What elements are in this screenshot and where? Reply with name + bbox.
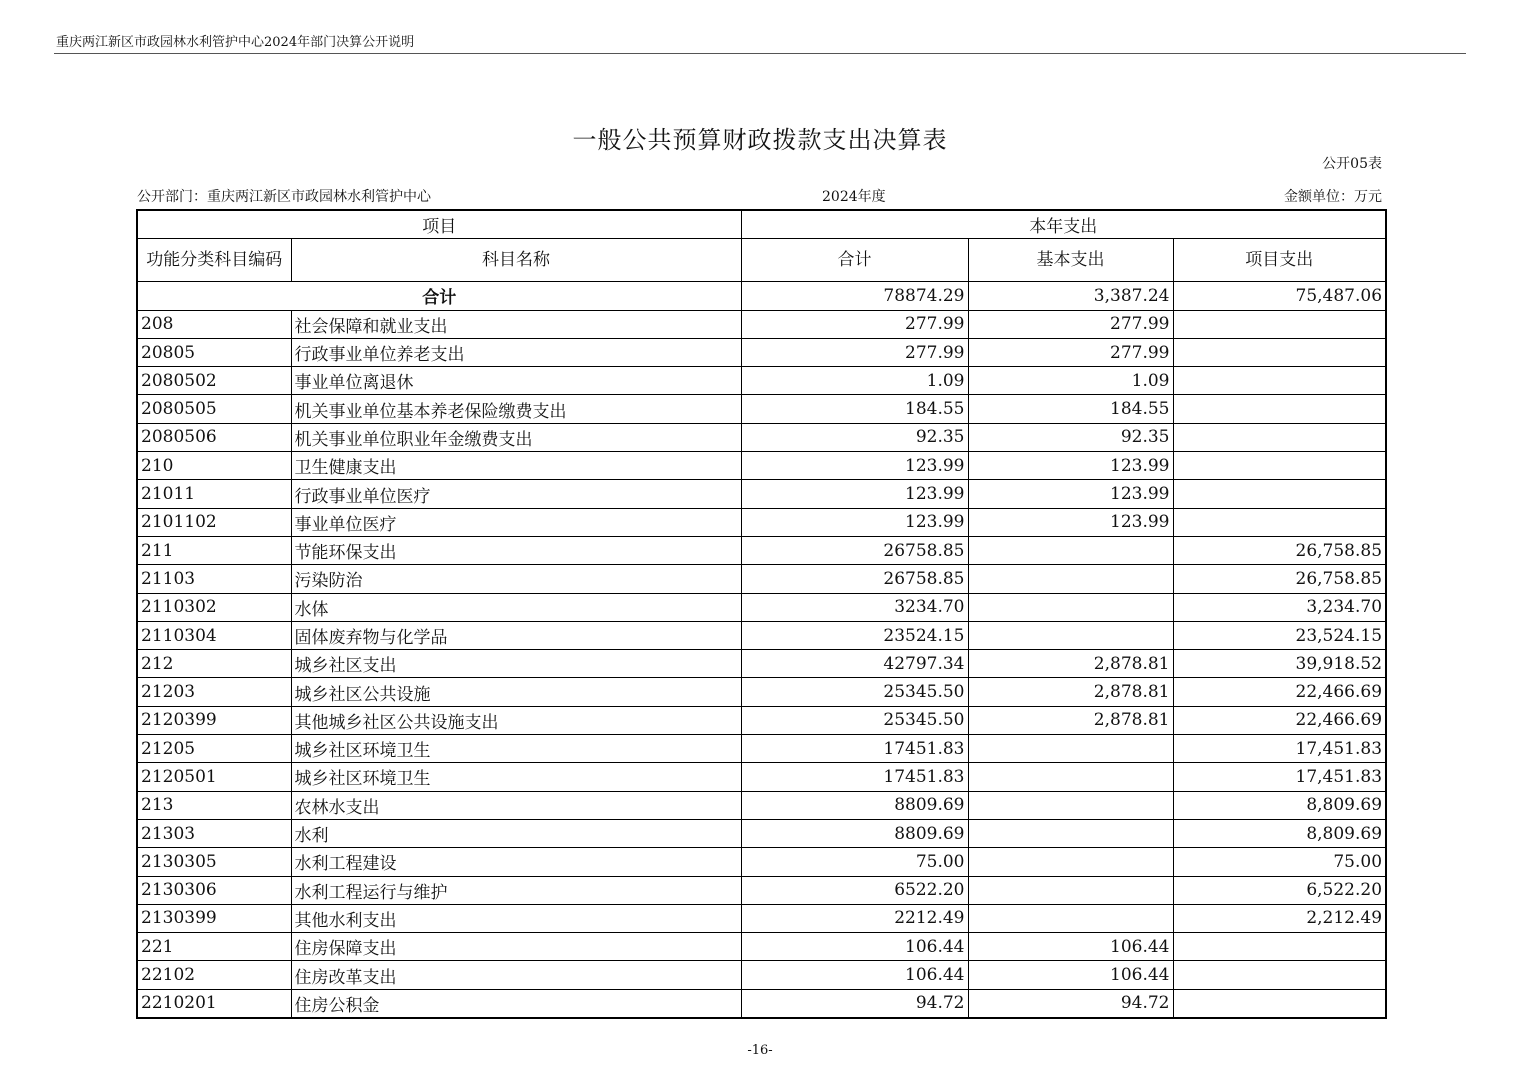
- row-code: 221: [137, 933, 291, 961]
- row-name: 社会保障和就业支出: [291, 310, 741, 338]
- expenditure-table: [136, 209, 1387, 1019]
- row-code: 2101102: [137, 508, 291, 536]
- row-total: 277.99: [741, 310, 968, 338]
- row-basic: [968, 904, 1173, 932]
- row-total: 26758.85: [741, 536, 968, 564]
- row-name: 住房公积金: [291, 989, 741, 1018]
- row-code: 211: [137, 536, 291, 564]
- row-project: [1173, 452, 1386, 480]
- row-name: 水体: [291, 593, 741, 621]
- row-name: 城乡社区支出: [291, 650, 741, 678]
- table-row: [137, 933, 1386, 961]
- row-name: 其他水利支出: [291, 904, 741, 932]
- row-total: 6522.20: [741, 876, 968, 904]
- row-name: 水利工程建设: [291, 848, 741, 876]
- row-total: 25345.50: [741, 678, 968, 706]
- row-basic: 184.55: [968, 395, 1173, 423]
- row-code: 208: [137, 310, 291, 338]
- row-basic: 277.99: [968, 338, 1173, 366]
- row-code: 2130305: [137, 848, 291, 876]
- row-project: 17,451.83: [1173, 763, 1386, 791]
- row-basic: [968, 876, 1173, 904]
- total-project: 75,487.06: [1173, 282, 1386, 310]
- row-total: 3234.70: [741, 593, 968, 621]
- table-row: [137, 763, 1386, 791]
- row-code: 21203: [137, 678, 291, 706]
- row-total: 123.99: [741, 480, 968, 508]
- table-row: [137, 706, 1386, 734]
- row-project: 22,466.69: [1173, 678, 1386, 706]
- row-total: 184.55: [741, 395, 968, 423]
- row-project: 3,234.70: [1173, 593, 1386, 621]
- row-project: 39,918.52: [1173, 650, 1386, 678]
- row-name: 城乡社区公共设施: [291, 678, 741, 706]
- row-basic: [968, 763, 1173, 791]
- row-project: [1173, 338, 1386, 366]
- row-name: 污染防治: [291, 565, 741, 593]
- row-basic: 2,878.81: [968, 706, 1173, 734]
- row-code: 2110304: [137, 621, 291, 649]
- table-row: [137, 791, 1386, 819]
- row-project: 22,466.69: [1173, 706, 1386, 734]
- row-basic: 1.09: [968, 367, 1173, 395]
- table-row: [137, 423, 1386, 451]
- row-total: 23524.15: [741, 621, 968, 649]
- row-basic: 2,878.81: [968, 678, 1173, 706]
- row-total: 94.72: [741, 989, 968, 1018]
- row-project: [1173, 508, 1386, 536]
- row-total: 1.09: [741, 367, 968, 395]
- row-basic: [968, 848, 1173, 876]
- total-basic: 3,387.24: [968, 282, 1173, 310]
- table-row: [137, 310, 1386, 338]
- column-header-project: 项目支出: [1173, 239, 1386, 282]
- row-code: 210: [137, 452, 291, 480]
- row-basic: [968, 791, 1173, 819]
- column-header-basic: 基本支出: [968, 239, 1173, 282]
- row-total: 123.99: [741, 452, 968, 480]
- group-header-item: 项目: [137, 210, 741, 239]
- row-code: 2080506: [137, 423, 291, 451]
- row-code: 2120399: [137, 706, 291, 734]
- row-total: 277.99: [741, 338, 968, 366]
- row-name: 行政事业单位养老支出: [291, 338, 741, 366]
- table-row: [137, 989, 1386, 1018]
- table-row: [137, 621, 1386, 649]
- table-row: [137, 593, 1386, 621]
- row-name: 事业单位离退休: [291, 367, 741, 395]
- row-code: 2120501: [137, 763, 291, 791]
- table-row: [137, 508, 1386, 536]
- row-project: 2,212.49: [1173, 904, 1386, 932]
- row-total: 123.99: [741, 508, 968, 536]
- column-header-name: 科目名称: [291, 239, 741, 282]
- row-code: 2130399: [137, 904, 291, 932]
- row-total: 106.44: [741, 961, 968, 989]
- table-row: [137, 536, 1386, 564]
- row-total: 26758.85: [741, 565, 968, 593]
- table-row: [137, 904, 1386, 932]
- table-row: [137, 848, 1386, 876]
- page-number: -16-: [747, 1043, 773, 1058]
- row-project: [1173, 310, 1386, 338]
- row-project: 26,758.85: [1173, 536, 1386, 564]
- row-total: 42797.34: [741, 650, 968, 678]
- row-name: 固体废弃物与化学品: [291, 621, 741, 649]
- column-header-code: 功能分类科目编码: [137, 239, 291, 282]
- row-code: 213: [137, 791, 291, 819]
- table-row: [137, 367, 1386, 395]
- row-project: [1173, 989, 1386, 1018]
- row-project: 26,758.85: [1173, 565, 1386, 593]
- row-code: 20805: [137, 338, 291, 366]
- row-code: 2080502: [137, 367, 291, 395]
- row-code: 21103: [137, 565, 291, 593]
- row-project: 23,524.15: [1173, 621, 1386, 649]
- row-project: 8,809.69: [1173, 819, 1386, 847]
- row-total: 106.44: [741, 933, 968, 961]
- row-project: 8,809.69: [1173, 791, 1386, 819]
- row-basic: 106.44: [968, 933, 1173, 961]
- row-project: [1173, 933, 1386, 961]
- row-project: 75.00: [1173, 848, 1386, 876]
- table-row: [137, 876, 1386, 904]
- row-basic: [968, 593, 1173, 621]
- row-basic: 277.99: [968, 310, 1173, 338]
- row-code: 21303: [137, 819, 291, 847]
- row-basic: 2,878.81: [968, 650, 1173, 678]
- group-header-expense: 本年支出: [741, 210, 1386, 239]
- row-basic: [968, 536, 1173, 564]
- row-project: [1173, 395, 1386, 423]
- column-header-total: 合计: [741, 239, 968, 282]
- row-basic: 106.44: [968, 961, 1173, 989]
- row-project: [1173, 423, 1386, 451]
- table-row: [137, 678, 1386, 706]
- row-basic: [968, 565, 1173, 593]
- document-header: 重庆两江新区市政园林水利管护中心2024年部门决算公开说明: [56, 35, 415, 50]
- row-code: 2210201: [137, 989, 291, 1018]
- total-label: 合计: [137, 282, 741, 310]
- row-name: 住房保障支出: [291, 933, 741, 961]
- row-total: 17451.83: [741, 735, 968, 763]
- row-name: 城乡社区环境卫生: [291, 763, 741, 791]
- table-row: [137, 338, 1386, 366]
- row-name: 节能环保支出: [291, 536, 741, 564]
- row-code: 21011: [137, 480, 291, 508]
- row-name: 农林水支出: [291, 791, 741, 819]
- row-name: 行政事业单位医疗: [291, 480, 741, 508]
- row-name: 机关事业单位职业年金缴费支出: [291, 423, 741, 451]
- row-basic: 123.99: [968, 452, 1173, 480]
- row-name: 水利工程运行与维护: [291, 876, 741, 904]
- row-name: 事业单位医疗: [291, 508, 741, 536]
- form-number: 公开05表: [1322, 156, 1382, 172]
- total-amount: 78874.29: [741, 282, 968, 310]
- row-total: 17451.83: [741, 763, 968, 791]
- row-total: 92.35: [741, 423, 968, 451]
- row-name: 其他城乡社区公共设施支出: [291, 706, 741, 734]
- table-row: [137, 819, 1386, 847]
- row-code: 212: [137, 650, 291, 678]
- row-name: 机关事业单位基本养老保险缴费支出: [291, 395, 741, 423]
- row-name: 住房改革支出: [291, 961, 741, 989]
- row-basic: 123.99: [968, 508, 1173, 536]
- table-row: [137, 735, 1386, 763]
- table-row: [137, 452, 1386, 480]
- row-basic: 123.99: [968, 480, 1173, 508]
- table-row: [137, 961, 1386, 989]
- table-row: [137, 395, 1386, 423]
- fiscal-year: 2024年度: [822, 189, 886, 205]
- row-basic: 92.35: [968, 423, 1173, 451]
- department-label: 公开部门：重庆两江新区市政园林水利管护中心: [137, 189, 431, 205]
- row-code: 21205: [137, 735, 291, 763]
- row-project: 17,451.83: [1173, 735, 1386, 763]
- row-total: 8809.69: [741, 819, 968, 847]
- row-code: 2080505: [137, 395, 291, 423]
- amount-unit: 金额单位：万元: [1284, 189, 1382, 205]
- row-code: 22102: [137, 961, 291, 989]
- table-row: [137, 480, 1386, 508]
- table-row: [137, 565, 1386, 593]
- row-basic: 94.72: [968, 989, 1173, 1018]
- row-project: [1173, 367, 1386, 395]
- row-project: [1173, 480, 1386, 508]
- total-row: [137, 282, 1386, 310]
- row-code: 2130306: [137, 876, 291, 904]
- row-total: 75.00: [741, 848, 968, 876]
- row-name: 卫生健康支出: [291, 452, 741, 480]
- page-title: 一般公共预算财政拨款支出决算表: [572, 126, 948, 154]
- row-name: 水利: [291, 819, 741, 847]
- table-row: [137, 650, 1386, 678]
- row-total: 25345.50: [741, 706, 968, 734]
- row-basic: [968, 621, 1173, 649]
- row-basic: [968, 819, 1173, 847]
- row-total: 8809.69: [741, 791, 968, 819]
- row-project: [1173, 961, 1386, 989]
- header-divider: [54, 53, 1466, 54]
- row-name: 城乡社区环境卫生: [291, 735, 741, 763]
- row-code: 2110302: [137, 593, 291, 621]
- row-total: 2212.49: [741, 904, 968, 932]
- row-project: 6,522.20: [1173, 876, 1386, 904]
- row-basic: [968, 735, 1173, 763]
